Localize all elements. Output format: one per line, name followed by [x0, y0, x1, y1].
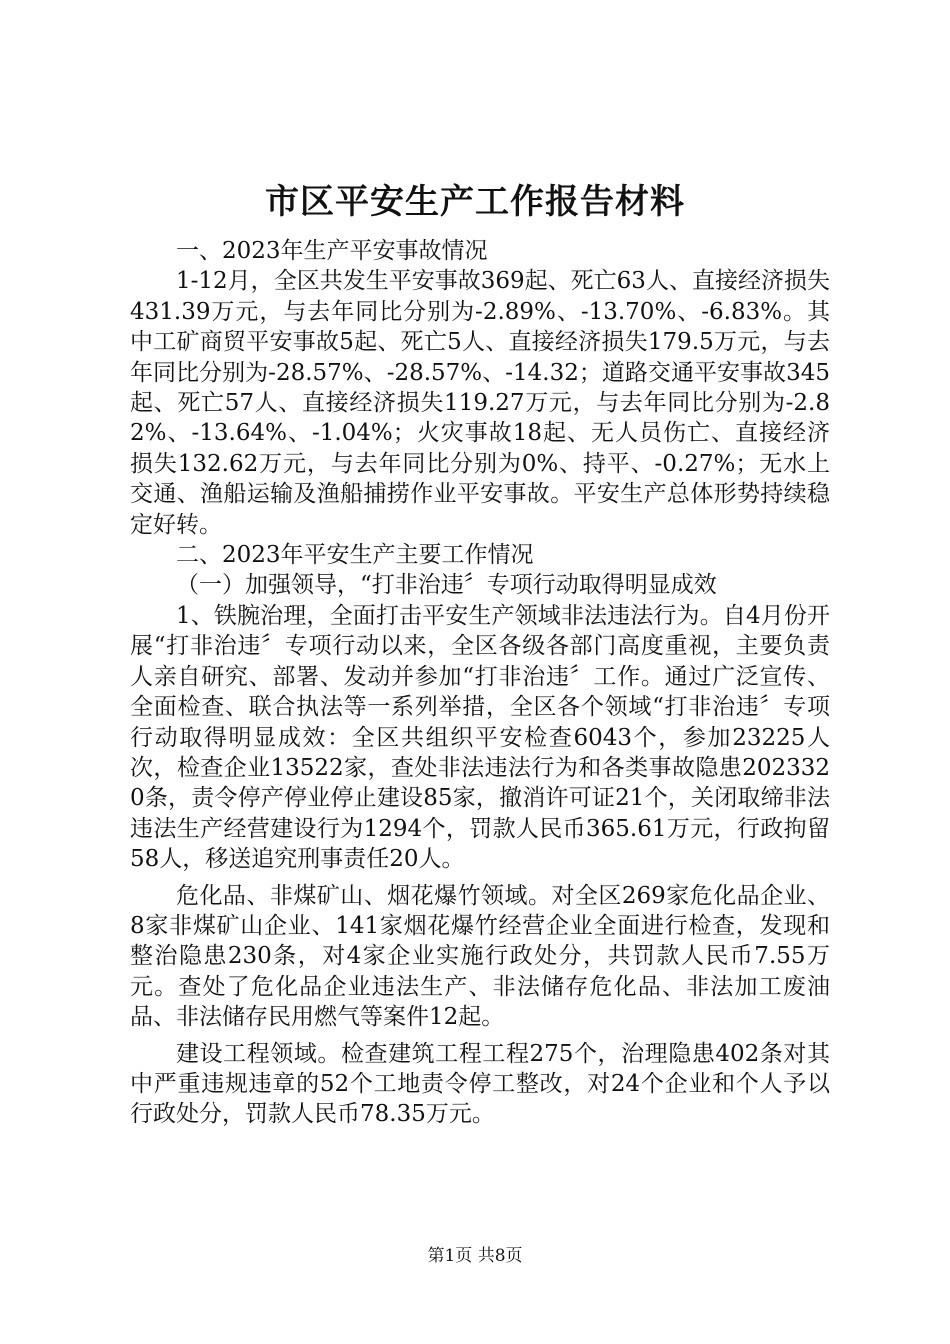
document-title: 市区平安生产工作报告材料: [265, 182, 685, 222]
page-footer: 第1页 共8页: [427, 1246, 523, 1266]
paragraph-crackdown: 1、铁腕治理，全面打击平安生产领域非法违法行为。自4月份开展“打非治违〞专项行动以来，全区各级各部门高度重视，主要负责人亲自研究、部署、发动并参加“打非治违〞工作。通过广泛宣传、全面检查、联合执法等一系列举措，全区各个领域“打非治违〞专项行动取得明显成效：全区共组织平安检查6043个，参加23225人次，检查企业13522家，查处非法违法行为和各类事故隐患2023320条，责令停产停业停止建设85家，撤消许可证21个，关闭取缔非法违法生产经营建设行为1294个，罚款人民币365.61万元，行政拘留58人，移送追究刑事责任20人。: [130, 602, 830, 873]
document-body: [130, 236, 830, 1130]
section-heading-1: 一、2023年生产平安事故情况: [176, 238, 488, 264]
paragraph-construction: 建设工程领域。检查建筑工程工程275个，治理隐患402条对其中严重违规违章的52个工地责令停工整改，对24个企业和个人予以行政处分，罚款人民币78.35万元。: [130, 1040, 830, 1128]
subsection-heading-1: （一）加强领导，“打非治违〞专项行动取得明显成效: [176, 572, 717, 599]
paragraph-accident-statistics: 1-12月，全区共发生平安事故369起、死亡63人、直接经济损失431.39万元，与去年同比分别为-2.89%、-13.70%、-6.83%。其中工矿商贸平安事故5起、死亡5人、直接经济损失179.5万元，与去年同比分别为-28.57%、-28.57%、-14.32；道路交通平安事故345起、死亡57人、直接经济损失119.27万元，与去年同比分别为-2.82%、-13.64%、-1.04%；火灾事故18起、无人员伤亡、直接经济损失132.62万元，与去年同比分别为0%、持平、-0.27%；无水上交通、渔船运输及渔船捕捞作业平安事故。平安生产总体形势持续稳定好转。: [130, 268, 830, 538]
paragraph-hazardous-chemicals: 危化品、非煤矿山、烟花爆竹领域。对全区269家危化品企业、8家非煤矿山企业、141家烟花爆竹经营企业全面进行检查，发现和整治隐患230条，对4家企业实施行政处分，共罚款人民币7.55万元。查处了危化品企业违法生产、非法储存危化品、非法加工废油品、非法储存民用燃气等案件12起。: [130, 882, 830, 1031]
section-heading-2: 二、2023年平安生产主要工作情况: [176, 542, 534, 569]
